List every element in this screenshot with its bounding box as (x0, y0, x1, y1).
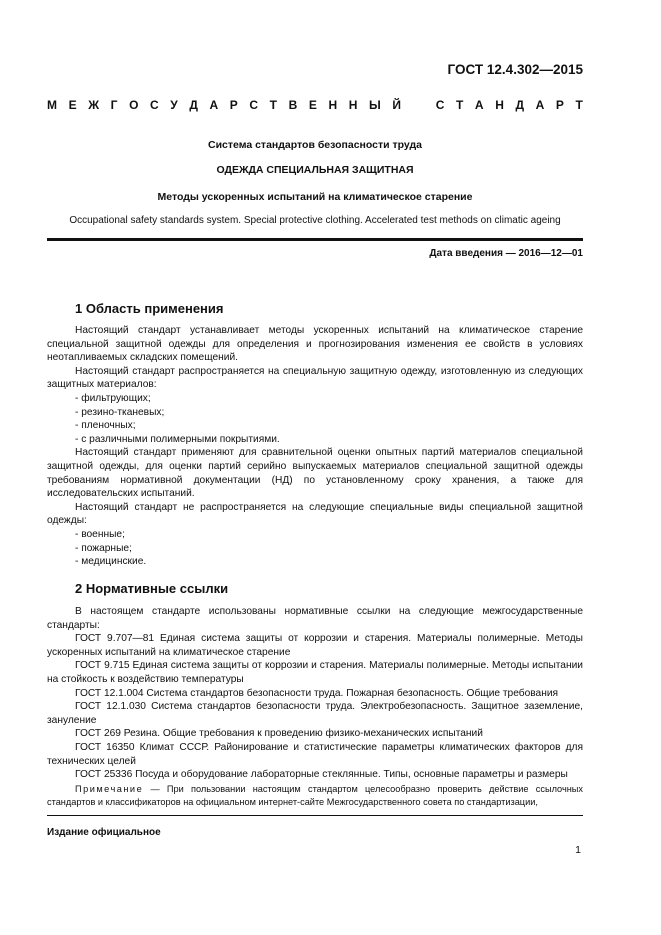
letter: Ж (88, 98, 100, 112)
letter: Р (555, 98, 564, 112)
letter: О (129, 98, 139, 112)
letter: С (150, 98, 159, 112)
reference-item: ГОСТ 269 Резина. Общие требования к проведению физико-механических испытаний (75, 728, 483, 740)
paragraph: Настоящий стандарт устанавливает методы ускоренных испытаний на климатическое старение специальной защитной одежды для определения и прогнозирования изменения ее свойств в условиях неотапливаемых складских помещений. (47, 325, 583, 364)
list-item: - медицинские. (75, 556, 147, 568)
paragraph: Настоящий стандарт применяют для сравнительной оценки опытных партий материалов специальной защитной одежды, для оценки партий серийно выпускаемых материалов специальной защитной одежды требованиям нормативной документации (НД) по установленному сроку хранения, а также для исследовательских испытаний. (47, 447, 583, 500)
note-label: Примечание (75, 784, 144, 794)
reference-item: ГОСТ 9.715 Единая система защиты от коррозии и старения. Материалы полимерные. Методы испытании на стойкость к воздействию температуры (47, 660, 583, 685)
letter: М (47, 98, 57, 112)
letter: У (170, 98, 178, 112)
list-item: - резино-тканевых; (75, 406, 165, 418)
paragraph: В настоящем стандарте использованы нормативные ссылки на следующие межгосударственные стандарты: (47, 606, 583, 631)
note-block (47, 783, 583, 809)
list-item: - фильтрующих; (75, 392, 151, 404)
letter: С (435, 98, 445, 112)
letter: А (474, 98, 484, 112)
section-2-heading: 2 Нормативные ссылки (75, 581, 229, 596)
letter: Н (495, 98, 504, 112)
english-title: Occupational safety standards system. Special protective clothing. Accelerated test methods on climatic ageing (69, 215, 561, 226)
document-subtitle: Методы ускоренных испытаний на климатическое старение (157, 191, 473, 203)
letter: Т (269, 98, 277, 112)
letter: Г (110, 98, 118, 112)
system-title: Система стандартов безопасности труда (207, 139, 423, 151)
letter: Й (392, 98, 401, 112)
document-title: ОДЕЖДА СПЕЦИАЛЬНАЯ ЗАЩИТНАЯ (216, 164, 414, 176)
letter: Т (575, 98, 583, 112)
header-divider (47, 238, 583, 241)
letter: А (535, 98, 545, 112)
note-text: — При пользовании настоящим стандартом целесообразно проверить действие ссылочных стандартов и классификаторов на официальном интернет-сайте Межгосударственного совета по стандартизации, (47, 784, 583, 807)
letter: Р (229, 98, 238, 112)
letter: Т (455, 98, 464, 112)
list-item: - пленочных; (75, 420, 136, 432)
reference-item: ГОСТ 16350 Климат СССР. Районирование и статистические параметры климатических факторов для технических целей (47, 741, 583, 767)
list-item: - с различными полимерными покрытиями. (75, 433, 280, 445)
letter: Е (68, 98, 77, 112)
reference-item: ГОСТ 12.1.030 Система стандартов безопасности труда. Электробезопасность. Защитное заземление, зануление (47, 701, 583, 726)
section-1-body (47, 324, 583, 569)
paragraph: Настоящий стандарт распространяется на специальную защитную одежду, изготовленную из следующих защитных материалов: (47, 365, 583, 391)
note-paragraph (47, 783, 583, 809)
page-number: 1 (575, 844, 581, 856)
section-1-heading: 1 Область применения (75, 301, 224, 316)
interstate-standard-heading (47, 98, 583, 112)
footer-divider (47, 815, 583, 816)
letter: Н (348, 98, 358, 112)
letter: А (209, 98, 219, 112)
letter: Н (328, 98, 338, 112)
list-item: - военные; (75, 528, 125, 540)
edition-label: Издание официальное (47, 827, 161, 838)
letter: Ы (368, 98, 381, 112)
letter: С (249, 98, 259, 112)
paragraph: Настоящий стандарт не распространяется на следующие специальные виды специальной защитной одежды: (47, 501, 583, 527)
intro-date: Дата введения — 2016—12—01 (429, 248, 583, 259)
section-2-body (47, 605, 583, 782)
list-item: - пожарные; (75, 542, 132, 554)
letter: Д (515, 98, 525, 112)
reference-item: ГОСТ 12.1.004 Система стандартов безопасности труда. Пожарная безопасность. Общие требования (75, 687, 559, 699)
reference-item: ГОСТ 9.707—81 Единая система защиты от коррозии и старения. Материалы полимерные. Методы ускоренных испытаний на климатическое старение (47, 633, 583, 658)
gost-number: ГОСТ 12.4.302—2015 (447, 62, 583, 77)
reference-item: ГОСТ 25336 Посуда и оборудование лабораторные стеклянные. Типы, основные параметры и размеры (75, 769, 568, 781)
letter: Е (308, 98, 317, 112)
letter: Д (189, 98, 198, 112)
letter: В (288, 98, 298, 112)
